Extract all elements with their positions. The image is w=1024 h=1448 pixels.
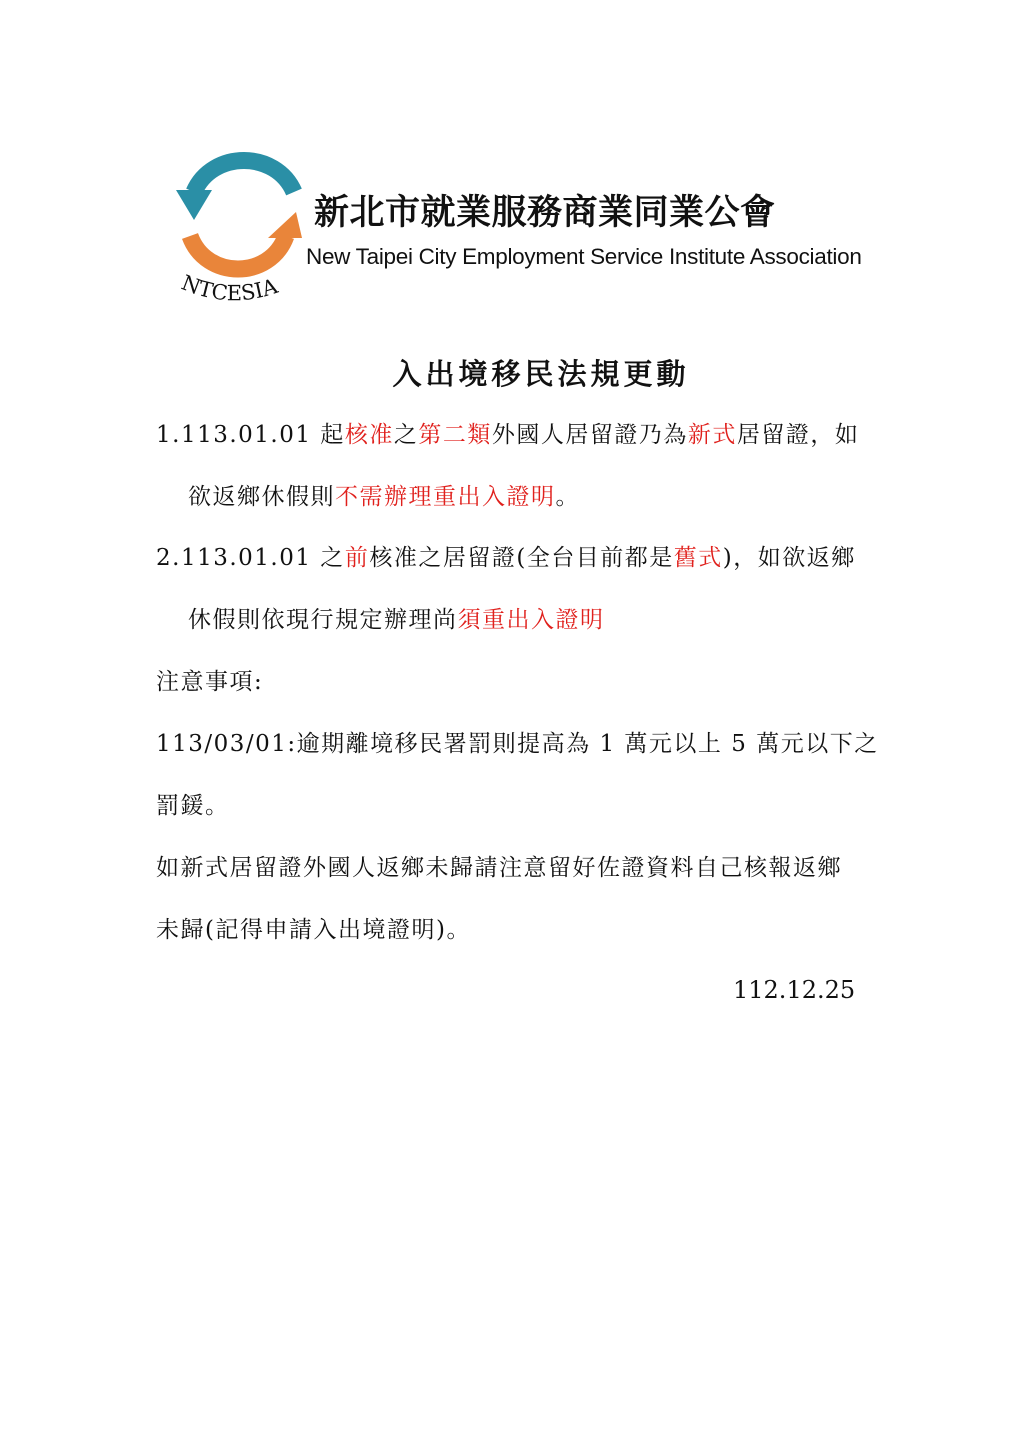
highlight-span: 須重出入證明 [457, 607, 605, 633]
document-date: 112.12.25 [733, 976, 856, 1004]
org-name-en: New Taipei City Employment Service Institute Association [306, 244, 862, 269]
org-name-zh: 新北市就業服務商業同業公會 [314, 193, 776, 233]
notes-heading: 注意事項: [156, 669, 264, 695]
text-span: 休假則依現行規定辦理尚 [188, 607, 458, 633]
highlight-span: 舊式 [673, 545, 723, 571]
note-2-line-2: 未歸(記得申請入出境證明)。 [156, 917, 471, 943]
text-span: 2.113.01.01 之 [156, 545, 345, 571]
highlight-span: 新式 [687, 422, 737, 448]
highlight-span: 不需辦理重出入證明 [335, 484, 556, 510]
text-span: 之 [393, 422, 419, 448]
item-2-line-2 [188, 605, 605, 635]
text-span: )，如欲返鄉 [722, 545, 856, 571]
highlight-span: 前 [344, 545, 370, 571]
text-span: 欲返鄉休假則 [188, 484, 335, 510]
highlight-span: 核准 [344, 422, 394, 448]
page-title: 入出境移民法規更動 [392, 357, 690, 391]
note-1-line-1: 113/03/01:逾期離境移民署罰則提高為 1 萬元以上 5 萬元以下之 [156, 731, 879, 757]
note-2-line-1: 如新式居留證外國人返鄉未歸請注意留好佐證資料自己核報返鄉 [156, 855, 842, 881]
item-2-line-1 [156, 543, 856, 573]
association-logo [172, 140, 872, 325]
text-span: 。 [555, 484, 580, 510]
text-span: 外國人居留證乃為 [491, 422, 688, 448]
text-span: 核准之居留證(全台目前都是 [369, 545, 674, 571]
text-span: 居留證，如 [736, 422, 860, 448]
note-1-line-2: 罰鍰。 [156, 793, 230, 819]
item-1-line-2 [188, 482, 580, 512]
logo-abbr-text: NTCESIA [178, 270, 281, 306]
item-1-line-1 [156, 420, 859, 450]
highlight-span: 第二類 [418, 422, 492, 448]
logo-arrows-icon [172, 140, 337, 325]
text-span: 1.113.01.01 起 [156, 422, 345, 448]
